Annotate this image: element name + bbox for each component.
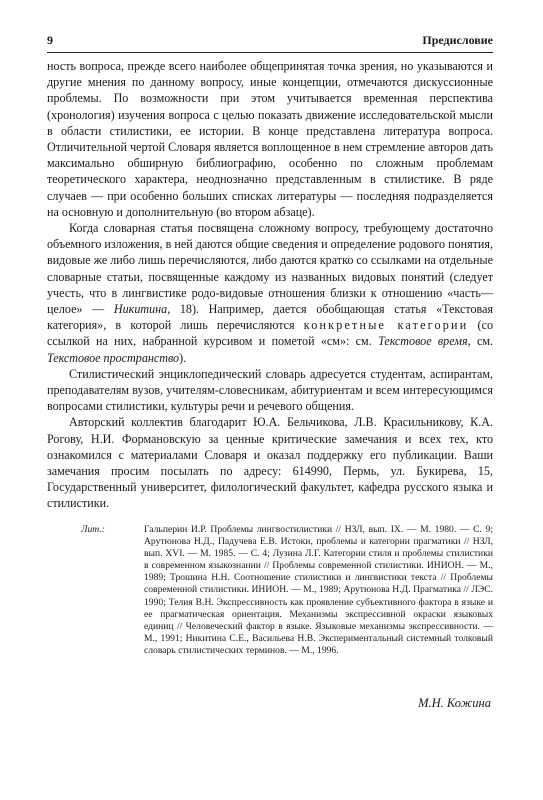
paragraph-2: Когда словарная статья посвящена сложному вопросу, требующему достаточно объемного изложения, в ней даются общие сведения и определение родового понятия, видовые же либо лишь перечисляются, либо даются кратко со ссылками на отдельные словарные статьи, посвященные каждому из названных видовых понятий (следует учесть, что в лингвистике родо-видовые отношения близки к отношению «часть—целое» — Никитина, 18). Например, дается обобщающая статья «Текстовая категория», в которой лишь перечисляются конкретные категории (со ссылкой на них, набранной курсивом и пометой «см»: см. Текстовое время, см. Текстовое пространство). [47,221,494,365]
literature-block [47,524,493,657]
page-header [47,31,493,51]
italic-name: Никитина [113,302,168,317]
paragraph-4: Авторский коллектив благодарит Ю.А. Бельчикова, Л.В. Красильникову, К.А. Рогову, Н.И. Формановскую за ценные критические замечания и всех тех, кто ознакомился с материалами Словаря и оказал поддержку его публикации. Ваши замечания просим посылать по адресу: 614990, Пермь, ул. Букирева, 15, Государственный университет, филологический факультет, кафедра русского языка и стилистики. [47,415,493,511]
section-title: Предисловие [422,33,493,47]
italic-term-2: Текстовое пространство [47,350,180,365]
header-rule [47,52,493,53]
body-text [47,58,493,512]
italic-term-1: Текстовое время [378,334,468,349]
literature-text: Гальперин И.Р. Проблемы лингвостилистики // НЗЛ, вып. IX. — М. 1980. — С. 9; Арутюнова Н.Д., Падучева Е.В. Истоки, проблемы и категории прагматики // НЗЛ, вып. XVI. — М. 1985. — С. 4; Лузина Л.Г. Категории стиля и проблемы стилистики в современном языкознании // Проблемы современной стилистики. ИНИОН. — М., 1989; Трошина Н.Н. Соотношение стилистики и лингвистики текста // Проблемы современной стилистики. ИНИОН. — М., 1989; Арутюнова Н.Д. Прагматика // ЛЭС. 1990; Телия В.Н. Экспрессивность как проявление субъективного фактора в языке и ее прагматическая ориентация. Механизмы экспрессивной окраски языковых единиц // Человеческий фактор в языке. Языковые механизмы экспрессивности. — М., 1991; Никитина С.Е., Васильева Н.В. Экспериментальный системный толковый словарь стилистических терминов. — М., 1996. [144,524,493,656]
paragraph-3: Стилистический энциклопедический словарь адресуется студентам, аспирантам, преподавателям вузов, учителям-словесникам, абитуриентам и всем интересующимся вопросами стилистики, культуры речи и речевого общения. [47,366,493,414]
author-signature: М.Н. Кожина [418,696,491,710]
paragraph-1: ность вопроса, прежде всего наиболее общепринятая точка зрения, но указываются и другие мнения по данному вопросу, иные концепции, отмечаются дискуссионные проблемы. По возможности при этом учитывается временная перспектива (хронология) изучения вопроса с целью показать движение исследовательской мысли в области стилистики, ее истории. В конце представлена литература вопроса. Отличительной чертой Словаря является воплощенное в нем стремление авторов дать максимально обширную библиографию, особенно по сложным проблемам теоретического характера, неоднозначно представленным в стилистике. В ряде случаев — при особенно больших списках литературы — последняя подразделяется на основную и дополнительную (во втором абзаце). [47,59,493,219]
literature-label: Лит.: [81,524,105,535]
page-number: 9 [47,33,53,47]
spaced-emphasis: конкретные категории [303,318,469,333]
